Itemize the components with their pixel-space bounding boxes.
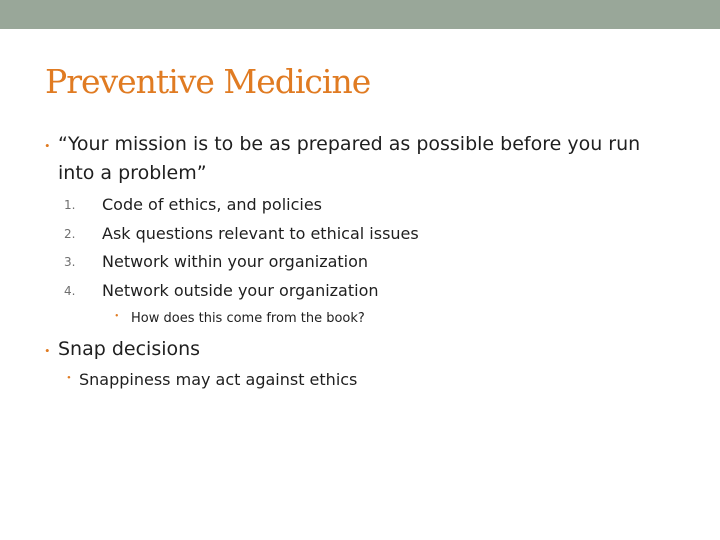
bullet-text-mission-line-1: “Your mission is to be as prepared as possible before you run (58, 133, 641, 155)
list-item-network-within: Network within your organization (102, 252, 369, 271)
slide-title: Preventive Medicine (45, 62, 371, 101)
bullet-icon: • (45, 343, 50, 358)
header-bar (0, 0, 720, 29)
bullet-icon: • (45, 138, 50, 153)
bullet-text-snap-decisions: Snap decisions (58, 338, 201, 360)
list-number-1: 1. (64, 198, 76, 212)
sub-bullet-icon: • (67, 372, 71, 384)
list-number-2: 2. (64, 227, 76, 241)
list-item-network-outside: Network outside your organization (102, 281, 379, 300)
bullet-text-mission-line-2: into a problem” (58, 162, 207, 184)
sub-bullet-book: How does this come from the book? (131, 311, 365, 326)
list-number-4: 4. (64, 284, 76, 298)
sub-bullet-snappiness: Snappiness may act against ethics (79, 370, 358, 389)
list-item-code-of-ethics: Code of ethics, and policies (102, 195, 323, 214)
sub-bullet-icon: • (115, 311, 119, 322)
list-number-3: 3. (64, 255, 76, 269)
list-item-ask-questions: Ask questions relevant to ethical issues (102, 224, 419, 243)
